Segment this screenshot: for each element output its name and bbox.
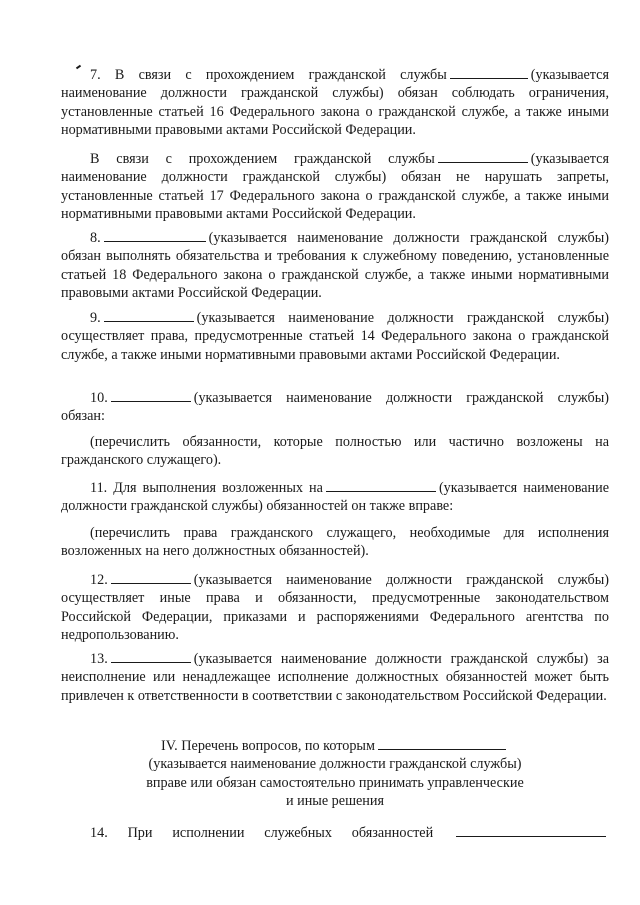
paragraph-8: 8. (указывается наименование должности гражданской службы) обязан выполнять обязательства и требования к служебному поведению, установленные статьей 18 Федерального закона о гражданской службе, а также иными нормативными правовыми актами Российской Федерации. [61, 230, 609, 302]
paragraph-11-note: (перечислить права гражданского служащего, необходимые для исполнения возложенных на него должностных обязанностей). [61, 525, 609, 560]
paragraph-10: 10. (указывается наименование должности гражданской службы) обязан: [61, 390, 609, 425]
section-4-line-1: IV. Перечень вопросов, по которым [61, 737, 609, 755]
blank-line [104, 309, 194, 322]
blank-line [438, 150, 528, 163]
paragraph-9: 9. (указывается наименование должности гражданской службы) осуществляет права, предусмотренные статьей 14 Федерального закона о гражданской службе, а также иными нормативными правовыми актами Российской Федерации. [61, 310, 609, 363]
section-4-heading [61, 737, 609, 811]
section-4-line-3: вправе или обязан самостоятельно принимать управленческие [146, 774, 524, 791]
paragraph-12: 12. (указывается наименование должности гражданской службы) осуществляет иные права и обязанности, предусмотренные законодательством Российской Федерации, приказами и распоряжениями Федерального агентства по недропользованию. [61, 572, 609, 644]
paragraph-13: 13. (указывается наименование должности гражданской службы) за неисполнение или ненадлежащее исполнение должностных обязанностей может быть привлечен к ответственности в соответствии с законодательством Российской Федерации. [61, 651, 609, 704]
blank-line [378, 737, 506, 750]
paragraph-7: 7. В связи с прохождением гражданской службы (указывается наименование должности гражданской службы) обязан соблюдать ограничения, установленные статьей 16 Федерального закона о гражданской службе, а также иными нормативными правовыми актами Российской Федерации. [61, 67, 609, 139]
section-4-line-4: и иные решения [285, 793, 385, 810]
blank-line [104, 229, 206, 242]
paragraph-10-note: (перечислить обязанности, которые полностью или частично возложены на гражданского служащего). [61, 434, 609, 469]
blank-line [111, 389, 191, 402]
blank-line [456, 824, 606, 837]
blank-line [450, 66, 528, 79]
blank-line [111, 650, 191, 663]
paragraph-11: 11. Для выполнения возложенных на (указывается наименование должности гражданской службы) обязанностей он также вправе: [61, 480, 609, 515]
paragraph-14: 14. При исполнении служебных обязанностей [61, 824, 609, 842]
paragraph-7-continued: В связи с прохождением гражданской службы (указывается наименование должности гражданской службы) обязан не нарушать запреты, установленные статьей 17 Федерального закона о гражданской службе, а также иными нормативными правовыми актами Российской Федерации. [61, 151, 609, 223]
blank-line [326, 479, 436, 492]
section-4-line-2: (указывается наименование должности гражданской службы) [148, 756, 522, 773]
blank-line [111, 571, 191, 584]
